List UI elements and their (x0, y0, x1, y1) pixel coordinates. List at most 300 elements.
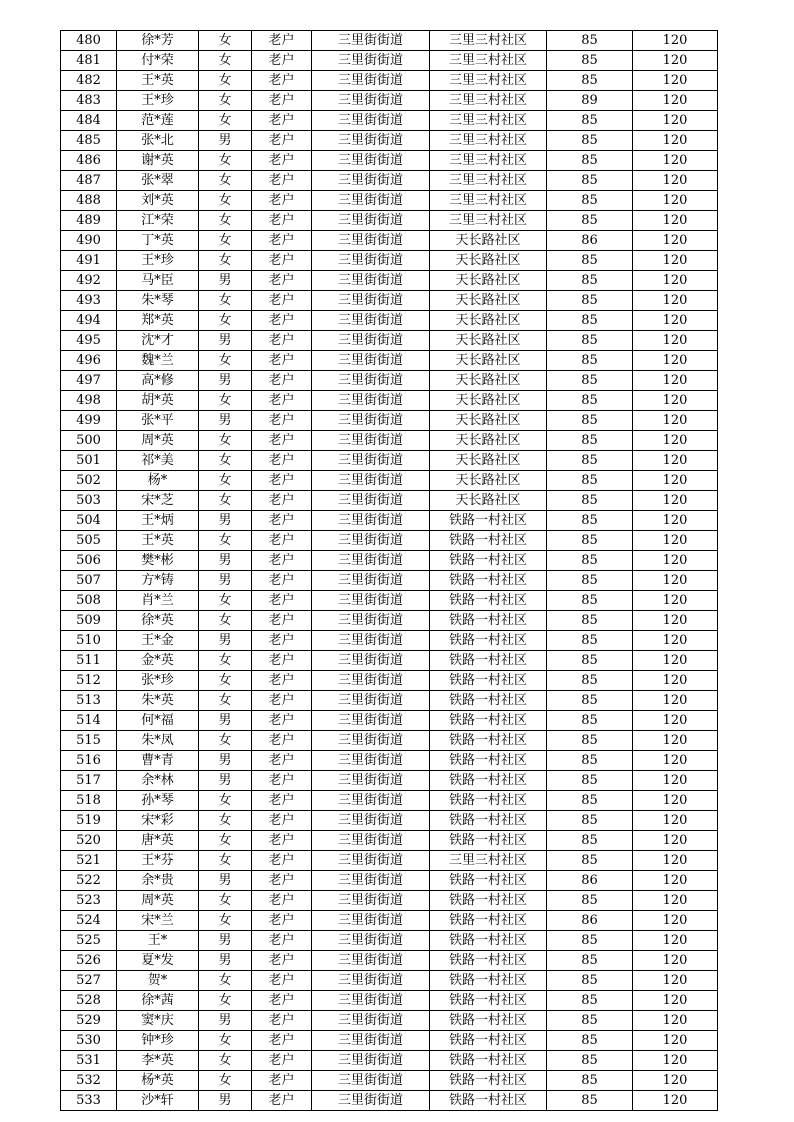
name-cell: 胡*英 (117, 391, 199, 411)
age-cell: 85 (547, 1011, 633, 1031)
household-type-cell: 老户 (252, 771, 312, 791)
serial-cell: 494 (61, 311, 117, 331)
gender-cell: 男 (199, 331, 252, 351)
age-cell: 85 (547, 251, 633, 271)
serial-cell: 503 (61, 491, 117, 511)
gender-cell: 女 (199, 731, 252, 751)
amount-cell: 120 (633, 651, 718, 671)
table-row (61, 671, 718, 691)
amount-cell: 120 (633, 291, 718, 311)
household-type-cell: 老户 (252, 551, 312, 571)
serial-cell: 489 (61, 211, 117, 231)
table-row (61, 771, 718, 791)
name-cell: 王*珍 (117, 251, 199, 271)
age-cell: 89 (547, 91, 633, 111)
gender-cell: 男 (199, 711, 252, 731)
serial-cell: 520 (61, 831, 117, 851)
community-cell: 天长路社区 (430, 271, 547, 291)
table-row (61, 171, 718, 191)
community-cell: 铁路一村社区 (430, 831, 547, 851)
name-cell: 徐*芳 (117, 31, 199, 51)
gender-cell: 男 (199, 271, 252, 291)
amount-cell: 120 (633, 791, 718, 811)
household-type-cell: 老户 (252, 531, 312, 551)
serial-cell: 513 (61, 691, 117, 711)
table-row (61, 111, 718, 131)
table-row (61, 1031, 718, 1051)
street-cell: 三里街街道 (312, 371, 430, 391)
community-cell: 铁路一村社区 (430, 991, 547, 1011)
table-row (61, 371, 718, 391)
age-cell: 85 (547, 1051, 633, 1071)
serial-cell: 500 (61, 431, 117, 451)
community-cell: 铁路一村社区 (430, 631, 547, 651)
serial-cell: 507 (61, 571, 117, 591)
household-type-cell: 老户 (252, 951, 312, 971)
community-cell: 三里三村社区 (430, 91, 547, 111)
gender-cell: 女 (199, 171, 252, 191)
age-cell: 85 (547, 511, 633, 531)
household-type-cell: 老户 (252, 251, 312, 271)
age-cell: 85 (547, 731, 633, 751)
street-cell: 三里街街道 (312, 811, 430, 831)
community-cell: 铁路一村社区 (430, 931, 547, 951)
community-cell: 铁路一村社区 (430, 951, 547, 971)
gender-cell: 女 (199, 251, 252, 271)
gender-cell: 女 (199, 111, 252, 131)
age-cell: 85 (547, 491, 633, 511)
street-cell: 三里街街道 (312, 991, 430, 1011)
community-cell: 三里三村社区 (430, 191, 547, 211)
name-cell: 余*林 (117, 771, 199, 791)
household-type-cell: 老户 (252, 111, 312, 131)
community-cell: 三里三村社区 (430, 31, 547, 51)
street-cell: 三里街街道 (312, 271, 430, 291)
serial-cell: 484 (61, 111, 117, 131)
name-cell: 魏*兰 (117, 351, 199, 371)
name-cell: 杨* (117, 471, 199, 491)
serial-cell: 515 (61, 731, 117, 751)
household-type-cell: 老户 (252, 691, 312, 711)
age-cell: 85 (547, 31, 633, 51)
name-cell: 周*英 (117, 431, 199, 451)
age-cell: 85 (547, 851, 633, 871)
community-cell: 三里三村社区 (430, 131, 547, 151)
gender-cell: 女 (199, 991, 252, 1011)
amount-cell: 120 (633, 751, 718, 771)
street-cell: 三里街街道 (312, 311, 430, 331)
serial-cell: 487 (61, 171, 117, 191)
table-row (61, 331, 718, 351)
gender-cell: 女 (199, 891, 252, 911)
gender-cell: 女 (199, 611, 252, 631)
table-row (61, 271, 718, 291)
amount-cell: 120 (633, 871, 718, 891)
record-table (60, 30, 718, 1111)
serial-cell: 519 (61, 811, 117, 831)
street-cell: 三里街街道 (312, 291, 430, 311)
name-cell: 王*金 (117, 631, 199, 651)
age-cell: 86 (547, 871, 633, 891)
street-cell: 三里街街道 (312, 531, 430, 551)
community-cell: 铁路一村社区 (430, 911, 547, 931)
community-cell: 三里三村社区 (430, 211, 547, 231)
table-row (61, 211, 718, 231)
community-cell: 三里三村社区 (430, 171, 547, 191)
age-cell: 85 (547, 351, 633, 371)
household-type-cell: 老户 (252, 891, 312, 911)
age-cell: 85 (547, 551, 633, 571)
age-cell: 85 (547, 311, 633, 331)
table-row (61, 691, 718, 711)
amount-cell: 120 (633, 1051, 718, 1071)
serial-cell: 498 (61, 391, 117, 411)
gender-cell: 女 (199, 831, 252, 851)
serial-cell: 506 (61, 551, 117, 571)
household-type-cell: 老户 (252, 571, 312, 591)
household-type-cell: 老户 (252, 931, 312, 951)
community-cell: 天长路社区 (430, 391, 547, 411)
street-cell: 三里街街道 (312, 91, 430, 111)
household-type-cell: 老户 (252, 451, 312, 471)
amount-cell: 120 (633, 491, 718, 511)
table-row (61, 971, 718, 991)
table-row (61, 431, 718, 451)
table-row (61, 451, 718, 471)
amount-cell: 120 (633, 71, 718, 91)
amount-cell: 120 (633, 631, 718, 651)
gender-cell: 女 (199, 451, 252, 471)
table-row (61, 751, 718, 771)
street-cell: 三里街街道 (312, 451, 430, 471)
name-cell: 夏*发 (117, 951, 199, 971)
community-cell: 天长路社区 (430, 411, 547, 431)
household-type-cell: 老户 (252, 971, 312, 991)
street-cell: 三里街街道 (312, 31, 430, 51)
gender-cell: 女 (199, 391, 252, 411)
household-type-cell: 老户 (252, 231, 312, 251)
street-cell: 三里街街道 (312, 231, 430, 251)
household-type-cell: 老户 (252, 791, 312, 811)
age-cell: 85 (547, 1071, 633, 1091)
community-cell: 天长路社区 (430, 351, 547, 371)
household-type-cell: 老户 (252, 511, 312, 531)
table-row (61, 51, 718, 71)
age-cell: 85 (547, 651, 633, 671)
name-cell: 宋*彩 (117, 811, 199, 831)
serial-cell: 491 (61, 251, 117, 271)
street-cell: 三里街街道 (312, 591, 430, 611)
table-row (61, 631, 718, 651)
name-cell: 余*贵 (117, 871, 199, 891)
household-type-cell: 老户 (252, 1071, 312, 1091)
age-cell: 85 (547, 611, 633, 631)
community-cell: 天长路社区 (430, 491, 547, 511)
amount-cell: 120 (633, 511, 718, 531)
amount-cell: 120 (633, 931, 718, 951)
name-cell: 张*北 (117, 131, 199, 151)
table-row (61, 71, 718, 91)
table-row (61, 731, 718, 751)
community-cell: 铁路一村社区 (430, 551, 547, 571)
community-cell: 铁路一村社区 (430, 711, 547, 731)
age-cell: 85 (547, 371, 633, 391)
amount-cell: 120 (633, 591, 718, 611)
community-cell: 三里三村社区 (430, 51, 547, 71)
community-cell: 铁路一村社区 (430, 971, 547, 991)
table-row (61, 891, 718, 911)
serial-cell: 533 (61, 1091, 117, 1111)
age-cell: 85 (547, 571, 633, 591)
household-type-cell: 老户 (252, 191, 312, 211)
amount-cell: 120 (633, 831, 718, 851)
amount-cell: 120 (633, 531, 718, 551)
age-cell: 85 (547, 71, 633, 91)
community-cell: 天长路社区 (430, 231, 547, 251)
gender-cell: 男 (199, 571, 252, 591)
community-cell: 三里三村社区 (430, 851, 547, 871)
street-cell: 三里街街道 (312, 891, 430, 911)
name-cell: 付*荣 (117, 51, 199, 71)
name-cell: 张*平 (117, 411, 199, 431)
gender-cell: 女 (199, 91, 252, 111)
household-type-cell: 老户 (252, 611, 312, 631)
community-cell: 铁路一村社区 (430, 571, 547, 591)
gender-cell: 女 (199, 971, 252, 991)
name-cell: 李*英 (117, 1051, 199, 1071)
community-cell: 铁路一村社区 (430, 1051, 547, 1071)
street-cell: 三里街街道 (312, 551, 430, 571)
street-cell: 三里街街道 (312, 1071, 430, 1091)
serial-cell: 504 (61, 511, 117, 531)
street-cell: 三里街街道 (312, 851, 430, 871)
street-cell: 三里街街道 (312, 171, 430, 191)
street-cell: 三里街街道 (312, 71, 430, 91)
age-cell: 85 (547, 1091, 633, 1111)
gender-cell: 女 (199, 671, 252, 691)
table-row (61, 91, 718, 111)
table-row (61, 1051, 718, 1071)
street-cell: 三里街街道 (312, 251, 430, 271)
amount-cell: 120 (633, 851, 718, 871)
table-row (61, 411, 718, 431)
amount-cell: 120 (633, 551, 718, 571)
serial-cell: 499 (61, 411, 117, 431)
street-cell: 三里街街道 (312, 351, 430, 371)
table-row (61, 511, 718, 531)
community-cell: 天长路社区 (430, 471, 547, 491)
name-cell: 张*珍 (117, 671, 199, 691)
gender-cell: 男 (199, 871, 252, 891)
age-cell: 85 (547, 191, 633, 211)
amount-cell: 120 (633, 431, 718, 451)
street-cell: 三里街街道 (312, 951, 430, 971)
name-cell: 范*莲 (117, 111, 199, 131)
household-type-cell: 老户 (252, 131, 312, 151)
age-cell: 85 (547, 931, 633, 951)
table-row (61, 571, 718, 591)
household-type-cell: 老户 (252, 591, 312, 611)
table-row (61, 531, 718, 551)
amount-cell: 120 (633, 111, 718, 131)
name-cell: 窦*庆 (117, 1011, 199, 1031)
street-cell: 三里街街道 (312, 731, 430, 751)
amount-cell: 120 (633, 251, 718, 271)
name-cell: 谢*英 (117, 151, 199, 171)
serial-cell: 497 (61, 371, 117, 391)
gender-cell: 男 (199, 131, 252, 151)
street-cell: 三里街街道 (312, 651, 430, 671)
serial-cell: 516 (61, 751, 117, 771)
gender-cell: 女 (199, 651, 252, 671)
age-cell: 85 (547, 151, 633, 171)
amount-cell: 120 (633, 331, 718, 351)
household-type-cell: 老户 (252, 51, 312, 71)
street-cell: 三里街街道 (312, 391, 430, 411)
community-cell: 天长路社区 (430, 371, 547, 391)
age-cell: 85 (547, 131, 633, 151)
record-table-container (60, 30, 717, 1111)
gender-cell: 女 (199, 911, 252, 931)
gender-cell: 男 (199, 371, 252, 391)
name-cell: 杨*英 (117, 1071, 199, 1091)
community-cell: 铁路一村社区 (430, 671, 547, 691)
household-type-cell: 老户 (252, 331, 312, 351)
street-cell: 三里街街道 (312, 1011, 430, 1031)
gender-cell: 男 (199, 1091, 252, 1111)
table-body (61, 31, 718, 1111)
amount-cell: 120 (633, 951, 718, 971)
amount-cell: 120 (633, 211, 718, 231)
community-cell: 铁路一村社区 (430, 791, 547, 811)
table-row (61, 1071, 718, 1091)
age-cell: 85 (547, 431, 633, 451)
household-type-cell: 老户 (252, 171, 312, 191)
gender-cell: 女 (199, 231, 252, 251)
street-cell: 三里街街道 (312, 571, 430, 591)
street-cell: 三里街街道 (312, 691, 430, 711)
community-cell: 铁路一村社区 (430, 691, 547, 711)
serial-cell: 490 (61, 231, 117, 251)
household-type-cell: 老户 (252, 71, 312, 91)
household-type-cell: 老户 (252, 351, 312, 371)
name-cell: 王*英 (117, 531, 199, 551)
street-cell: 三里街街道 (312, 111, 430, 131)
serial-cell: 483 (61, 91, 117, 111)
table-row (61, 251, 718, 271)
serial-cell: 495 (61, 331, 117, 351)
table-row (61, 31, 718, 51)
community-cell: 铁路一村社区 (430, 811, 547, 831)
serial-cell: 517 (61, 771, 117, 791)
household-type-cell: 老户 (252, 631, 312, 651)
age-cell: 85 (547, 791, 633, 811)
age-cell: 85 (547, 531, 633, 551)
name-cell: 唐*英 (117, 831, 199, 851)
amount-cell: 120 (633, 91, 718, 111)
street-cell: 三里街街道 (312, 411, 430, 431)
name-cell: 王*炳 (117, 511, 199, 531)
community-cell: 铁路一村社区 (430, 651, 547, 671)
serial-cell: 501 (61, 451, 117, 471)
table-row (61, 471, 718, 491)
amount-cell: 120 (633, 731, 718, 751)
street-cell: 三里街街道 (312, 611, 430, 631)
community-cell: 铁路一村社区 (430, 1091, 547, 1111)
serial-cell: 532 (61, 1071, 117, 1091)
table-row (61, 711, 718, 731)
street-cell: 三里街街道 (312, 971, 430, 991)
amount-cell: 120 (633, 371, 718, 391)
serial-cell: 518 (61, 791, 117, 811)
street-cell: 三里街街道 (312, 1091, 430, 1111)
household-type-cell: 老户 (252, 811, 312, 831)
community-cell: 铁路一村社区 (430, 611, 547, 631)
amount-cell: 120 (633, 1031, 718, 1051)
table-row (61, 1091, 718, 1111)
household-type-cell: 老户 (252, 31, 312, 51)
amount-cell: 120 (633, 451, 718, 471)
gender-cell: 女 (199, 1031, 252, 1051)
street-cell: 三里街街道 (312, 911, 430, 931)
gender-cell: 男 (199, 511, 252, 531)
amount-cell: 120 (633, 711, 718, 731)
serial-cell: 511 (61, 651, 117, 671)
age-cell: 85 (547, 631, 633, 651)
age-cell: 85 (547, 991, 633, 1011)
street-cell: 三里街街道 (312, 1031, 430, 1051)
gender-cell: 女 (199, 191, 252, 211)
household-type-cell: 老户 (252, 311, 312, 331)
name-cell: 徐*英 (117, 611, 199, 631)
community-cell: 铁路一村社区 (430, 871, 547, 891)
name-cell: 王*珍 (117, 91, 199, 111)
amount-cell: 120 (633, 611, 718, 631)
age-cell: 85 (547, 451, 633, 471)
name-cell: 宋*芝 (117, 491, 199, 511)
amount-cell: 120 (633, 271, 718, 291)
name-cell: 王* (117, 931, 199, 951)
age-cell: 85 (547, 211, 633, 231)
community-cell: 天长路社区 (430, 311, 547, 331)
serial-cell: 512 (61, 671, 117, 691)
street-cell: 三里街街道 (312, 771, 430, 791)
age-cell: 85 (547, 411, 633, 431)
name-cell: 张*翠 (117, 171, 199, 191)
serial-cell: 509 (61, 611, 117, 631)
gender-cell: 女 (199, 531, 252, 551)
name-cell: 马*臣 (117, 271, 199, 291)
amount-cell: 120 (633, 391, 718, 411)
community-cell: 铁路一村社区 (430, 531, 547, 551)
serial-cell: 492 (61, 271, 117, 291)
gender-cell: 女 (199, 811, 252, 831)
amount-cell: 120 (633, 911, 718, 931)
table-row (61, 991, 718, 1011)
street-cell: 三里街街道 (312, 191, 430, 211)
name-cell: 祁*美 (117, 451, 199, 471)
name-cell: 孙*琴 (117, 791, 199, 811)
serial-cell: 482 (61, 71, 117, 91)
serial-cell: 522 (61, 871, 117, 891)
table-row (61, 591, 718, 611)
serial-cell: 523 (61, 891, 117, 911)
name-cell: 何*福 (117, 711, 199, 731)
street-cell: 三里街街道 (312, 871, 430, 891)
age-cell: 85 (547, 671, 633, 691)
name-cell: 贺* (117, 971, 199, 991)
name-cell: 肖*兰 (117, 591, 199, 611)
